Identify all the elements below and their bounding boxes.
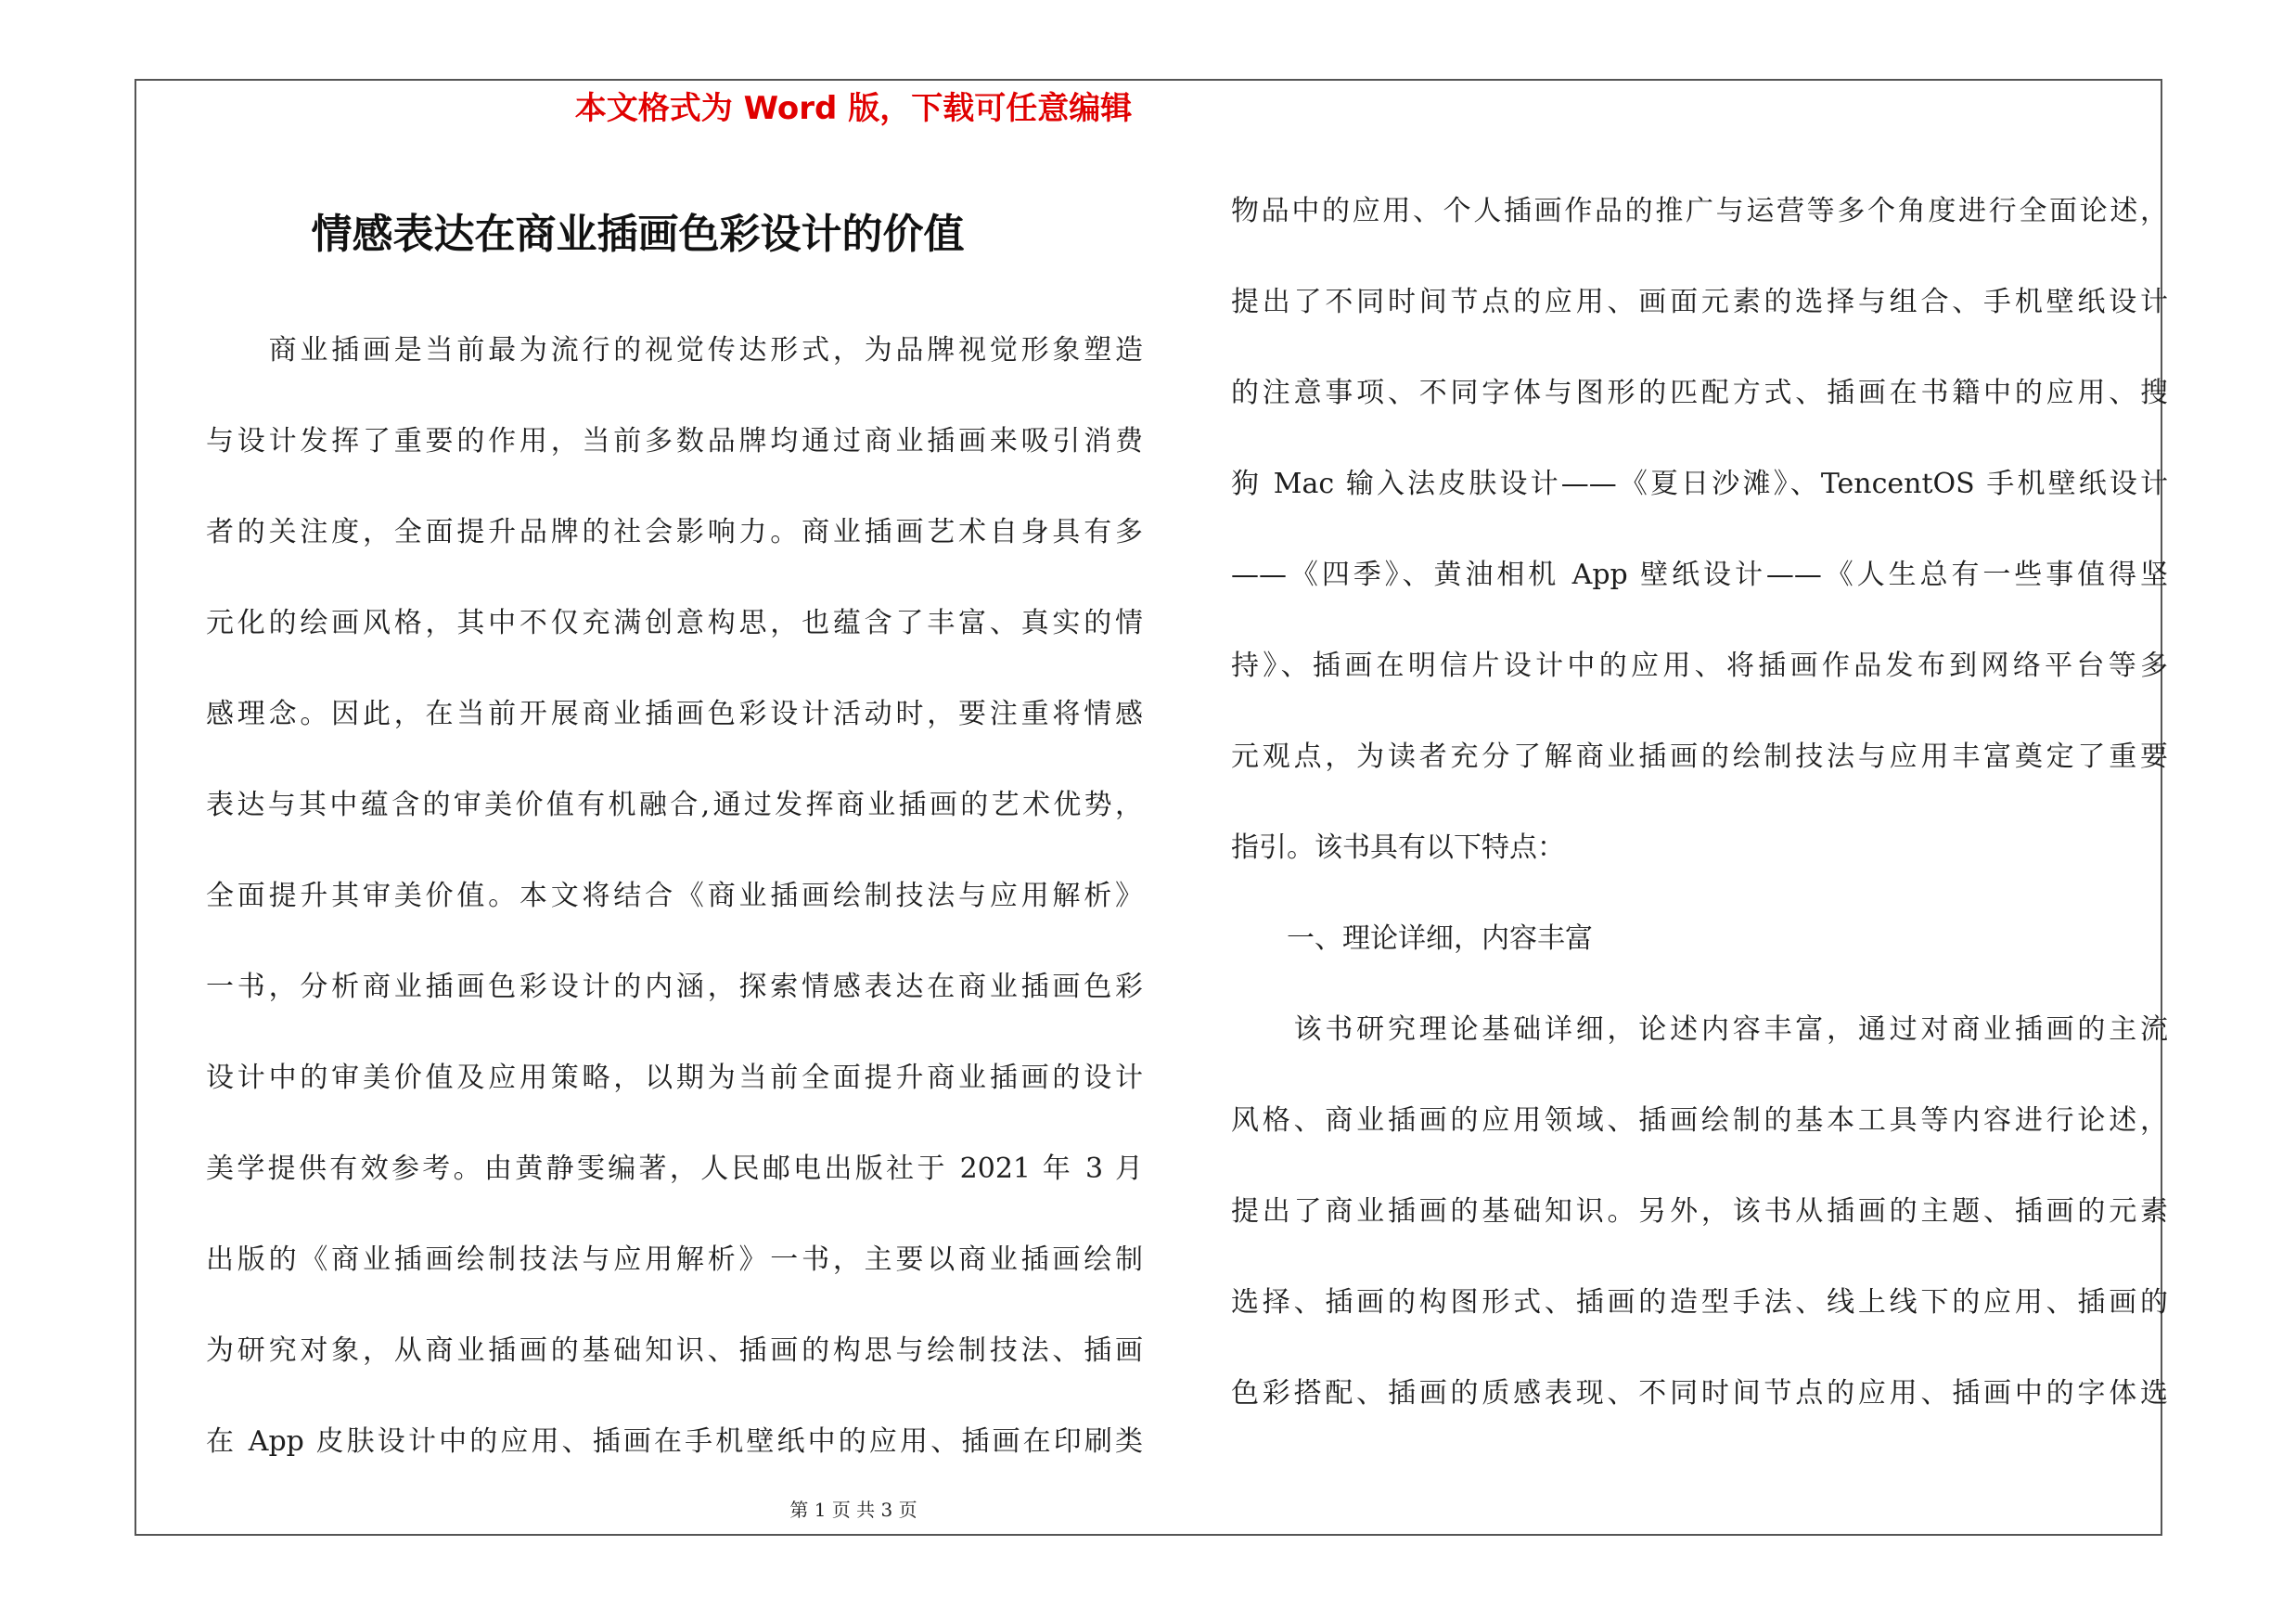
body-line: 指引。该书具有以下特点： bbox=[1231, 831, 1565, 864]
body-line: 持》、插画在明信片设计中的应用、将插画作品发布到网络平台等多 bbox=[1231, 650, 2168, 682]
body-line: 表达与其中蕴含的审美价值有机融合,通过发挥商业插画的艺术优势， bbox=[206, 789, 1143, 821]
body-line: 提出了不同时间节点的应用、画面元素的选择与组合、手机壁纸设计 bbox=[1231, 286, 2168, 318]
body-line: 选择、插画的构图形式、插画的造型手法、线上线下的应用、插画的 bbox=[1231, 1286, 2168, 1319]
page-number-footer: 第 1 页 共 3 页 bbox=[789, 1499, 917, 1521]
body-line: 色彩搭配、插画的质感表现、不同时间节点的应用、插画中的字体选 bbox=[1231, 1377, 2168, 1410]
body-line: 元观点，为读者充分了解商业插画的绘制技法与应用丰富奠定了重要 bbox=[1231, 741, 2168, 773]
body-line: 感理念。因此，在当前开展商业插画色彩设计活动时，要注重将情感 bbox=[206, 698, 1143, 730]
body-line: ——《四季》、黄油相机 App 壁纸设计——《人生总有一些事值得坚 bbox=[1231, 559, 2168, 591]
word-format-banner: 本文格式为 Word 版，下载可任意编辑 bbox=[574, 90, 1133, 127]
body-line: 商业插画是当前最为流行的视觉传达形式，为品牌视觉形象塑造 bbox=[206, 334, 1143, 367]
body-line: 设计中的审美价值及应用策略，以期为当前全面提升商业插画的设计 bbox=[206, 1062, 1143, 1094]
body-line: 出版的《商业插画绘制技法与应用解析》一书，主要以商业插画绘制 bbox=[206, 1243, 1143, 1276]
body-line: 的注意事项、不同字体与图形的匹配方式、插画在书籍中的应用、搜 bbox=[1231, 377, 2168, 409]
body-line: 者的关注度，全面提升品牌的社会影响力。商业插画艺术自身具有多 bbox=[206, 516, 1143, 548]
section-heading: 一、理论详细，内容丰富 bbox=[1231, 922, 1593, 955]
body-line: 一书，分析商业插画色彩设计的内涵，探索情感表达在商业插画色彩 bbox=[206, 971, 1143, 1003]
body-line: 物品中的应用、个人插画作品的推广与运营等多个角度进行全面论述， bbox=[1231, 195, 2168, 227]
body-line: 该书研究理论基础详细，论述内容丰富，通过对商业插画的主流 bbox=[1231, 1013, 2168, 1046]
body-line: 提出了商业插画的基础知识。另外，该书从插画的主题、插画的元素 bbox=[1231, 1195, 2168, 1228]
body-line: 元化的绘画风格，其中不仅充满创意构思，也蕴含了丰富、真实的情 bbox=[206, 607, 1143, 639]
body-line: 风格、商业插画的应用领域、插画绘制的基本工具等内容进行论述， bbox=[1231, 1104, 2168, 1137]
body-line: 在 App 皮肤设计中的应用、插画在手机壁纸中的应用、插画在印刷类 bbox=[206, 1425, 1143, 1458]
body-line: 与设计发挥了重要的作用，当前多数品牌均通过商业插画来吸引消费 bbox=[206, 425, 1143, 457]
body-line: 全面提升其审美价值。本文将结合《商业插画绘制技法与应用解析》 bbox=[206, 880, 1143, 912]
article-title: 情感表达在商业插画色彩设计的价值 bbox=[311, 211, 965, 258]
body-line: 狗 Mac 输入法皮肤设计——《夏日沙滩》、TencentOS 手机壁纸设计 bbox=[1231, 468, 2168, 500]
body-line: 为研究对象，从商业插画的基础知识、插画的构思与绘制技法、插画 bbox=[206, 1334, 1143, 1367]
body-line: 美学提供有效参考。由黄静雯编著，人民邮电出版社于 2021 年 3 月 bbox=[206, 1153, 1143, 1185]
